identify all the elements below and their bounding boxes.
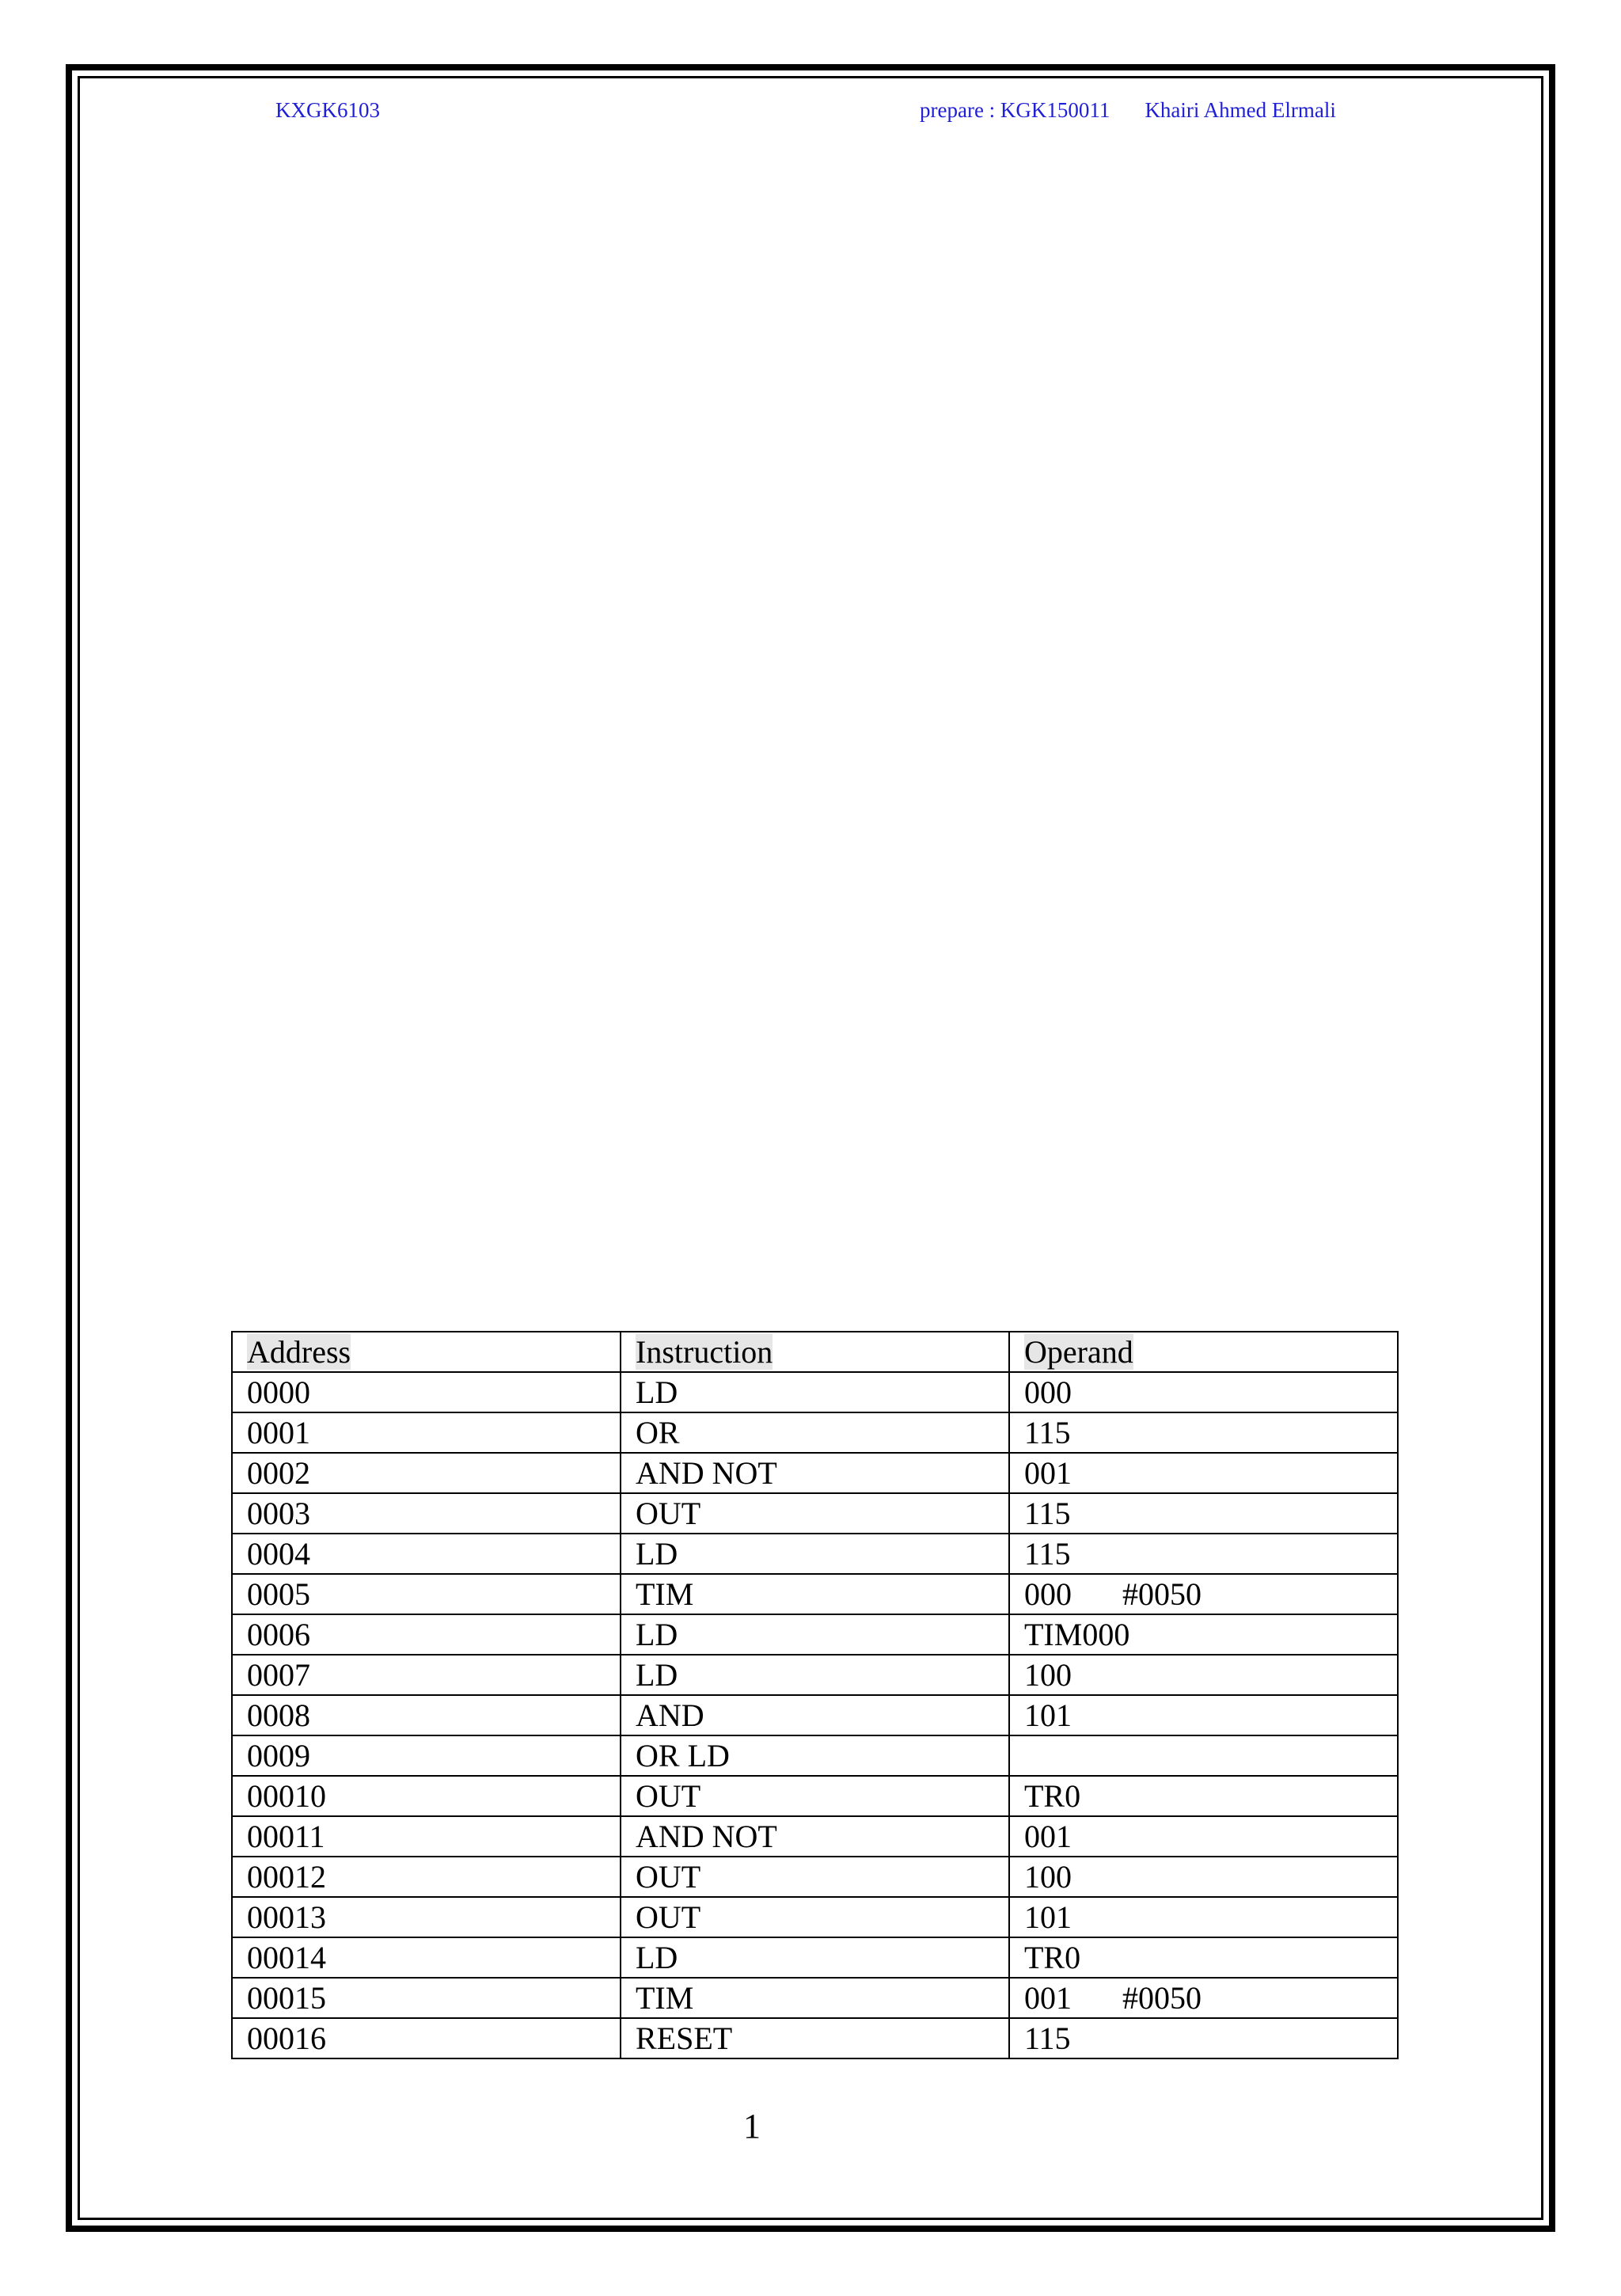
- operand-preset: #0050: [1122, 1980, 1202, 2016]
- operand-value: 115: [1024, 1496, 1071, 1531]
- table-row: [232, 1857, 1398, 1897]
- operand-cell: [1009, 1937, 1398, 1978]
- table-row: [232, 1816, 1398, 1857]
- operand-cell: [1009, 1978, 1398, 2018]
- instruction-cell: TIM: [621, 1978, 1009, 2018]
- address-cell: 00010: [232, 1776, 621, 1816]
- instruction-cell: LD: [621, 1655, 1009, 1695]
- instruction-cell: OUT: [621, 1857, 1009, 1897]
- operand-cell: [1009, 1493, 1398, 1534]
- table-row: [232, 1412, 1398, 1453]
- table-row: [232, 1453, 1398, 1493]
- course-code: KXGK6103: [275, 98, 380, 122]
- instruction-cell: AND: [621, 1695, 1009, 1735]
- instruction-cell: TIM: [621, 1574, 1009, 1614]
- table-row: [232, 1614, 1398, 1655]
- instruction-cell: OUT: [621, 1493, 1009, 1534]
- operand-value: 101: [1024, 1697, 1072, 1733]
- author-name: Khairi Ahmed Elrmali: [1145, 98, 1336, 122]
- operand-cell: [1009, 1574, 1398, 1614]
- instruction-cell: RESET: [621, 2018, 1009, 2058]
- instruction-cell: OUT: [621, 1776, 1009, 1816]
- operand-value: 000: [1024, 1374, 1072, 1410]
- address-cell: 00014: [232, 1937, 621, 1978]
- operand-value: TIM000: [1024, 1617, 1130, 1652]
- instruction-cell: OR: [621, 1412, 1009, 1453]
- address-cell: 00015: [232, 1978, 621, 2018]
- address-cell: 00013: [232, 1897, 621, 1937]
- instruction-cell: LD: [621, 1937, 1009, 1978]
- address-cell: 0004: [232, 1534, 621, 1574]
- operand-value: 001: [1024, 1980, 1072, 2016]
- table-row: [232, 1978, 1398, 2018]
- operand-cell: [1009, 1453, 1398, 1493]
- operand-value: 100: [1024, 1657, 1072, 1693]
- operand-value: 115: [1024, 1536, 1071, 1572]
- operand-value: 001: [1024, 1819, 1072, 1854]
- instruction-cell: AND NOT: [621, 1453, 1009, 1493]
- operand-cell: [1009, 1897, 1398, 1937]
- operand-value: 115: [1024, 2020, 1071, 2056]
- operand-preset: #0050: [1122, 1576, 1202, 1612]
- table-row: [232, 1695, 1398, 1735]
- operand-cell: [1009, 1372, 1398, 1412]
- prepared-by: prepare : KGK150011: [920, 98, 1110, 122]
- operand-value: 115: [1024, 1415, 1071, 1450]
- operand-cell: [1009, 1857, 1398, 1897]
- table-row: [232, 1534, 1398, 1574]
- table-row: [232, 2018, 1398, 2058]
- address-cell: 0007: [232, 1655, 621, 1695]
- operand-cell: [1009, 1412, 1398, 1453]
- table-row: [232, 1372, 1398, 1412]
- operand-cell: [1009, 1695, 1398, 1735]
- address-cell: 0000: [232, 1372, 621, 1412]
- table-body: [232, 1372, 1398, 2058]
- column-header-operand: Operand: [1009, 1332, 1398, 1372]
- operand-cell: [1009, 2018, 1398, 2058]
- operand-value: TR0: [1024, 1778, 1081, 1814]
- operand-value: 001: [1024, 1455, 1072, 1491]
- instruction-cell: LD: [621, 1534, 1009, 1574]
- header-author-line: [920, 98, 1336, 123]
- table-row: [232, 1493, 1398, 1534]
- instruction-cell: LD: [621, 1614, 1009, 1655]
- table-row: [232, 1937, 1398, 1978]
- address-cell: 0008: [232, 1695, 621, 1735]
- operand-value: 101: [1024, 1899, 1072, 1935]
- address-cell: 0006: [232, 1614, 621, 1655]
- operand-value: TR0: [1024, 1940, 1081, 1975]
- table-header-row: [232, 1332, 1398, 1372]
- column-header-address: Address: [232, 1332, 621, 1372]
- table-row: [232, 1735, 1398, 1776]
- address-cell: 0009: [232, 1735, 621, 1776]
- address-cell: 00011: [232, 1816, 621, 1857]
- operand-value: 000: [1024, 1576, 1072, 1612]
- operand-cell: [1009, 1735, 1398, 1776]
- column-header-instruction: Instruction: [621, 1332, 1009, 1372]
- address-cell: 0002: [232, 1453, 621, 1493]
- instruction-cell: LD: [621, 1372, 1009, 1412]
- instruction-cell: OR LD: [621, 1735, 1009, 1776]
- page-number: 1: [743, 2107, 761, 2146]
- table-row: [232, 1897, 1398, 1937]
- address-cell: 00012: [232, 1857, 621, 1897]
- operand-cell: [1009, 1816, 1398, 1857]
- table-row: [232, 1776, 1398, 1816]
- address-cell: 0001: [232, 1412, 621, 1453]
- table-row: [232, 1655, 1398, 1695]
- address-cell: 00016: [232, 2018, 621, 2058]
- instruction-table: [231, 1331, 1399, 2059]
- address-cell: 0003: [232, 1493, 621, 1534]
- operand-cell: [1009, 1655, 1398, 1695]
- instruction-cell: OUT: [621, 1897, 1009, 1937]
- table-row: [232, 1574, 1398, 1614]
- operand-value: 100: [1024, 1859, 1072, 1895]
- address-cell: 0005: [232, 1574, 621, 1614]
- operand-cell: [1009, 1776, 1398, 1816]
- operand-cell: [1009, 1534, 1398, 1574]
- instruction-cell: AND NOT: [621, 1816, 1009, 1857]
- operand-cell: [1009, 1614, 1398, 1655]
